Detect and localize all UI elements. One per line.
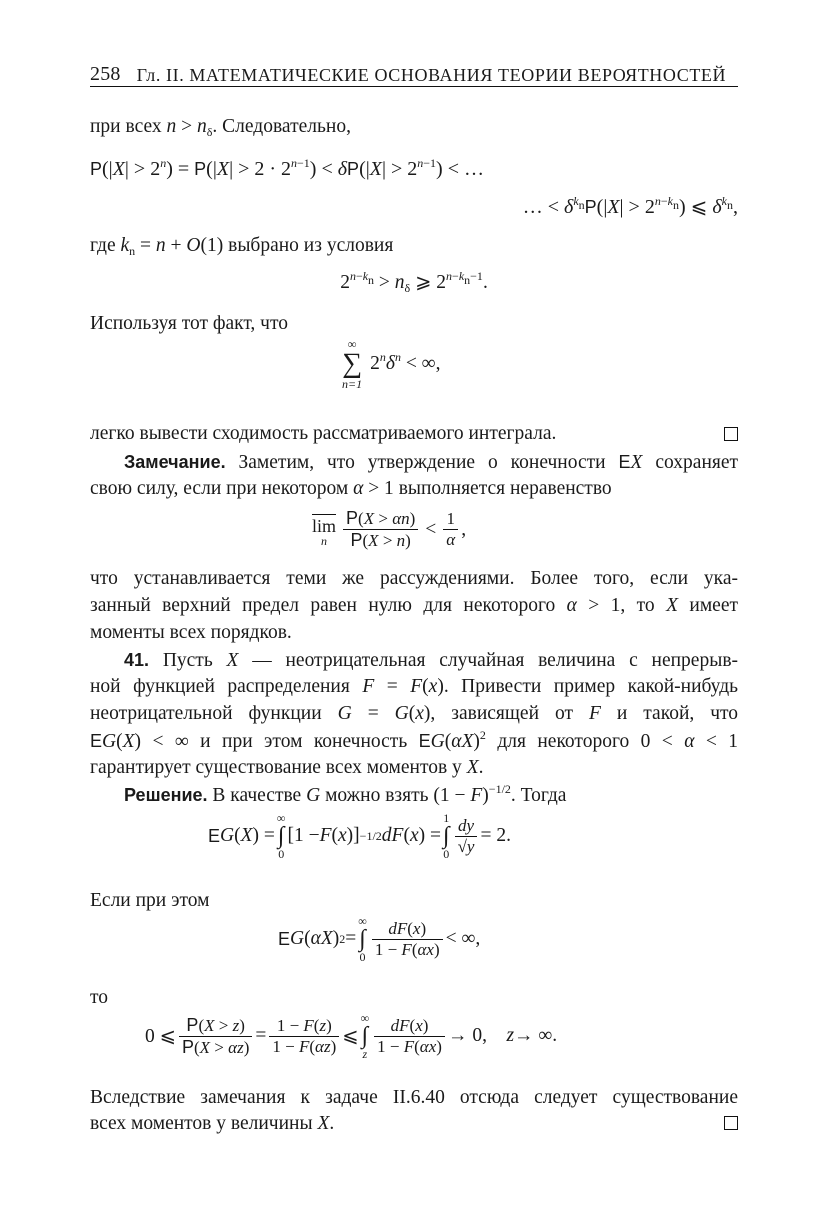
formula-expectation: E G ( X ) = ∞ ∫ 0 [1 − F ( x )] −1/2 dF ( x ) = 1 ∫ 0 $\frac{dy}{√y}$ = 2.	[208, 811, 511, 861]
text-line: EG(X) < ∞ и при этом конечность $EG(\alpha X)^2$ для некоторого 0 < α < 1	[90, 728, 739, 752]
formula-limsup: lim n $\frac{P(X > \alpha n)}{P(X > n)}$ < $\frac{1}{\alpha}$ ,	[312, 508, 467, 550]
page-header	[90, 56, 738, 87]
text-line: где $k_n = n + O(1)$ выбрано из условия	[90, 235, 394, 258]
qed-symbol	[724, 427, 738, 441]
formula-condition: $2^{n-k_n} > n_\delta$ ⩾ $2^{n-k_n-1}$.	[340, 269, 488, 295]
formula-probability-chain-2: … < $\delta^{k_n}P(|X| > 2^{n-k_n})$ ⩽ $\delta^{k_n}$,	[522, 194, 738, 218]
formula-probability-chain-1: $P(|X| > 2^n) = P(|X| > 2 \cdot 2^{n-1}) < \delta P(|X| > 2^{n-1})$ < …	[90, 156, 484, 180]
sum-operator: ∞ ∑ n=1	[342, 337, 363, 391]
text-line: при всех $n > n_\delta$. Следовательно,	[90, 116, 351, 139]
text-line: легко вывести сходимость рассматриваемого интеграла.	[90, 423, 557, 444]
page-number: 258	[90, 63, 121, 85]
text-line: Используя тот факт, что	[90, 313, 288, 334]
text-line: то	[90, 987, 109, 1008]
text-line: что устанавливается теми же рассуждениями. Более того, если ука-	[90, 568, 738, 589]
text-line: всех моментов у величины X.	[90, 1113, 335, 1134]
book-page	[90, 0, 738, 1210]
text-line: Если при этом	[90, 890, 210, 911]
text-line: Замечание. Заметим, что утверждение о конечности EX сохраняет	[124, 452, 739, 473]
text-line: гарантирует существование всех моментов у X.	[90, 757, 484, 778]
formula-integral-condition: E G ( αX ) 2 = ∞ ∫ 0 $\frac{dF(x)}{1 - F(\alpha x)}$ < ∞,	[278, 914, 481, 964]
chapter-title: Гл. II. МАТЕМАТИЧЕСКИЕ ОСНОВАНИЯ ТЕОРИИ ВЕРОЯТНОСТЕЙ	[136, 65, 727, 85]
text-line: Вследствие замечания к задаче II.6.40 отсюда следует существование	[90, 1087, 738, 1108]
formula-ratio-bound: 0 ⩽ $\frac{P(X > z)}{P(X > \alpha z)}$ = $\frac{1 - F(z)}{1 - F(\alpha z)}$ ⩽ ∞ ∫ z $\frac{dF(x)}{1 - F(\alpha x)}$ → 0, z → ∞.	[145, 1011, 558, 1061]
text-line: ной функцией распределения F = F(x). Привести пример какой-нибудь	[90, 676, 739, 697]
text-line: неотрицательной функции G = G(x), зависящей от F и такой, что	[90, 703, 739, 724]
text-line: занный верхний предел равен нулю для некоторого α > 1, то X имеет	[90, 595, 738, 616]
qed-symbol	[724, 1116, 738, 1130]
text-line: Решение. В качестве G можно взять $(1 - F)^{-1/2}$. Тогда	[124, 782, 567, 806]
text-line: 41. Пусть X — неотрицательная случайная величина с непрерыв-	[124, 650, 739, 671]
text-line: моменты всех порядков.	[90, 622, 292, 643]
text-line: свою силу, если при некотором α > 1 выполняется неравенство	[90, 478, 612, 499]
formula-series: ∞ ∑ n=1 $2^n\delta^n$ < ∞,	[342, 337, 441, 391]
